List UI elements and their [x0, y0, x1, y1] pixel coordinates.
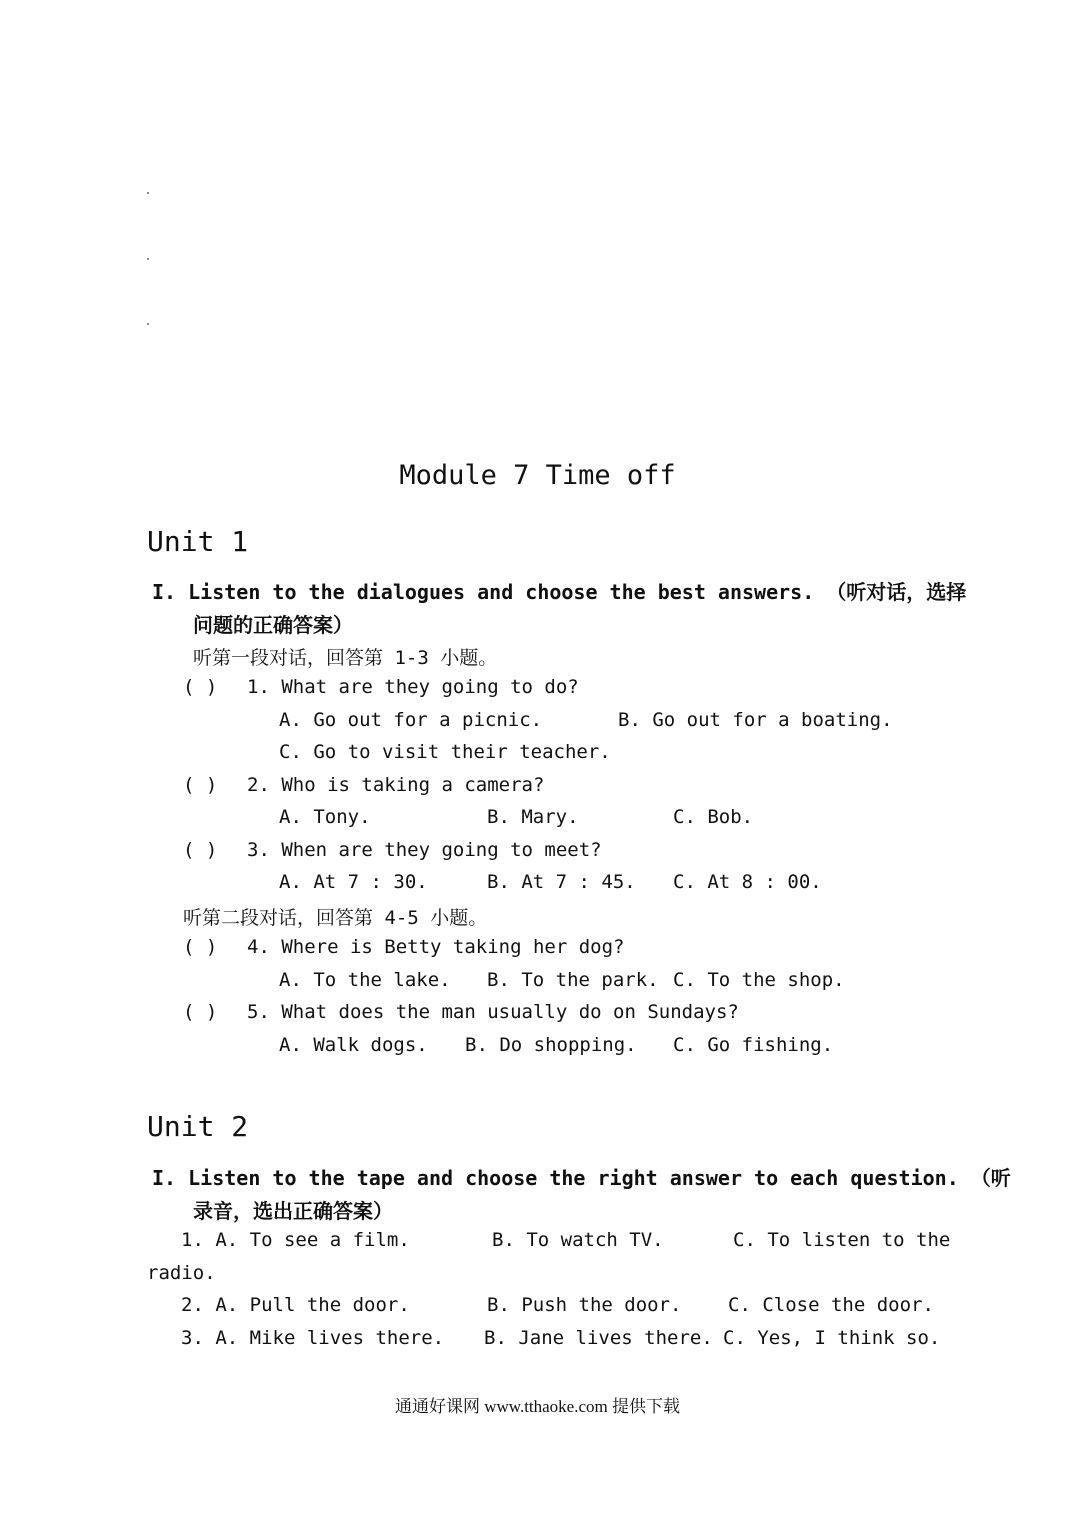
option-c: C. Go to visit their teacher. — [279, 741, 611, 763]
option-c: C. Go fishing. — [673, 1034, 834, 1056]
option-b: B. Go out for a boating. — [618, 709, 893, 731]
option-b: B. Push the door. — [487, 1294, 682, 1316]
answer-blank[interactable]: ( ) — [183, 774, 218, 796]
option-c: C. To the shop. — [673, 969, 845, 991]
unit1-section-title-cont: 问题的正确答案） — [193, 613, 353, 637]
option-a: A. Tony. — [279, 806, 371, 828]
option-b: B. To watch TV. — [492, 1229, 664, 1251]
page-title: Module 7 Time off — [399, 460, 676, 491]
option-b: B. To the park. — [487, 969, 659, 991]
answer-blank[interactable]: ( ) — [183, 676, 218, 698]
option-c-cont: radio. — [147, 1262, 216, 1284]
unit1-section-title: I. Listen to the dialogues and choose the best answers. （听对话，选择 — [152, 580, 967, 604]
unit2-section-title: I. Listen to the tape and choose the right answer to each question. （听 — [152, 1166, 1011, 1190]
part1-instruction: 听第一段对话，回答第 1-3 小题。 — [193, 647, 498, 669]
option-c: C. To listen to the — [733, 1229, 951, 1251]
option-c: C. At 8 : 00. — [673, 871, 822, 893]
listening-item-3: 3. A. Mike lives there. — [181, 1327, 445, 1349]
option-c: C. Bob. — [673, 806, 754, 828]
answer-blank[interactable]: ( ) — [183, 839, 218, 861]
footer-source: 通通好课网 www.tthaoke.com 提供下载 — [394, 1397, 681, 1416]
option-b: B. Jane lives there. — [484, 1327, 713, 1349]
margin-mark — [147, 258, 149, 260]
question-text: 4. Where is Betty taking her dog? — [247, 936, 625, 958]
option-a: A. At 7 : 30. — [279, 871, 428, 893]
option-b: B. At 7 : 45. — [487, 871, 636, 893]
margin-mark — [147, 323, 149, 325]
listening-item-1: 1. A. To see a film. — [181, 1229, 410, 1251]
unit1-heading: Unit 1 — [147, 525, 249, 558]
question-text: 2. Who is taking a camera? — [247, 774, 545, 796]
part2-instruction: 听第二段对话，回答第 4-5 小题。 — [183, 907, 488, 929]
option-b: B. Mary. — [487, 806, 579, 828]
question-text: 5. What does the man usually do on Sundays? — [247, 1001, 739, 1023]
unit2-section-title-cont: 录音，选出正确答案） — [193, 1199, 393, 1223]
unit2-heading: Unit 2 — [147, 1110, 249, 1143]
option-a: A. Go out for a picnic. — [279, 709, 543, 731]
listening-item-2: 2. A. Pull the door. — [181, 1294, 410, 1316]
answer-blank[interactable]: ( ) — [183, 936, 218, 958]
option-a: A. Walk dogs. — [279, 1034, 428, 1056]
question-text: 3. When are they going to meet? — [247, 839, 602, 861]
option-b: B. Do shopping. — [465, 1034, 637, 1056]
margin-mark — [147, 192, 149, 194]
question-text: 1. What are they going to do? — [247, 676, 579, 698]
option-c: C. Yes, I think so. — [723, 1327, 941, 1349]
option-c: C. Close the door. — [728, 1294, 934, 1316]
answer-blank[interactable]: ( ) — [183, 1001, 218, 1023]
option-a: A. To the lake. — [279, 969, 451, 991]
